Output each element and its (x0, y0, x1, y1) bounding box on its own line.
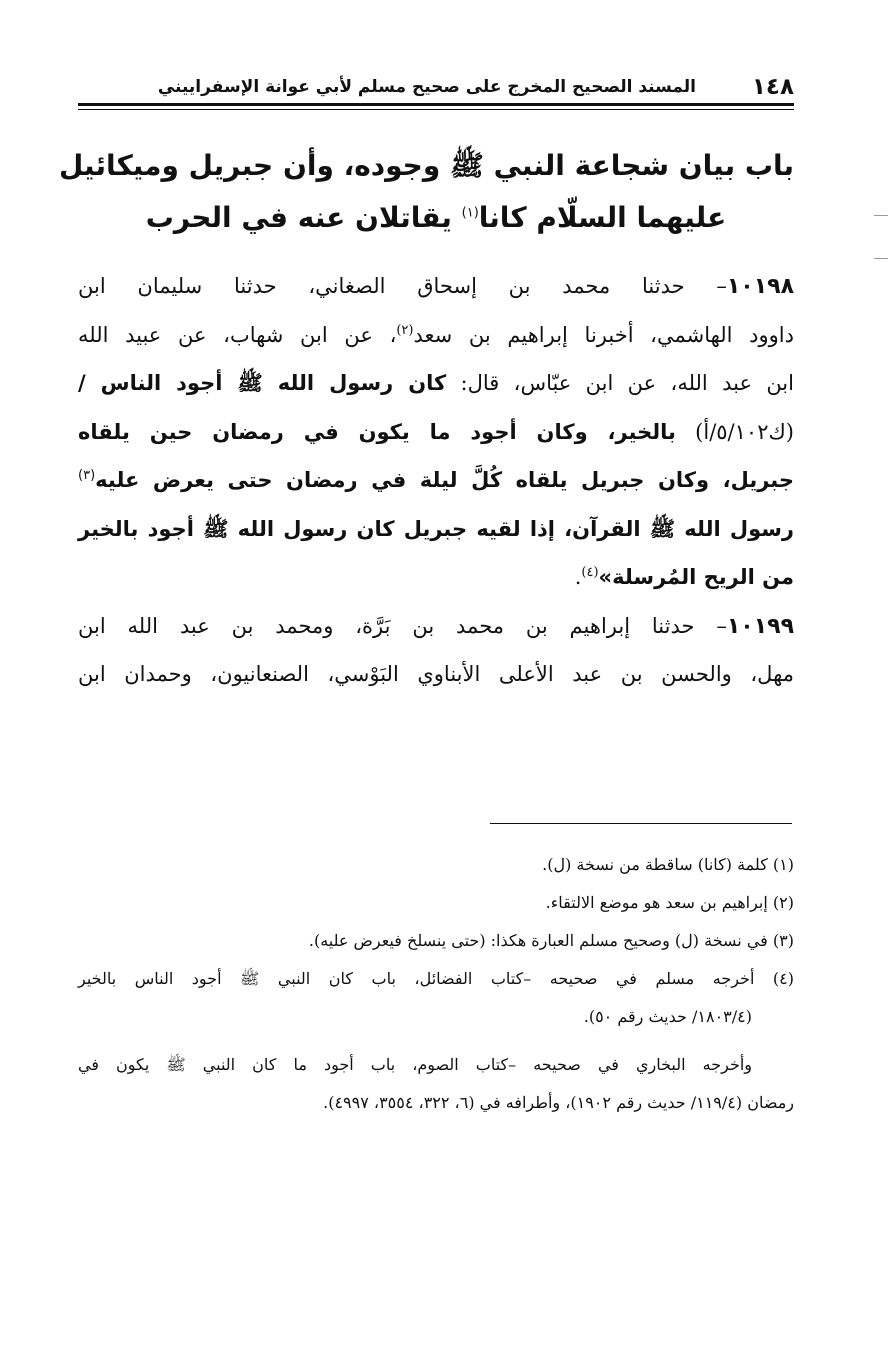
chapter-title (59, 140, 794, 244)
hadith-10199-line-1-text: – حدثنا إبراهيم بن محمد بن بَرَّة، ومحمد بن عبد الله ابن (78, 613, 727, 638)
footnote-3: (٣) في نسخة (ل) وصحيح مسلم العبارة هكذا: (حتى ينسلخ فيعرض عليه). (308, 931, 794, 950)
footnote-1: (١) كلمة (كانا) ساقطة من نسخة (ل). (542, 855, 794, 874)
page-header (78, 72, 794, 102)
hadith-10199-line-1 (78, 602, 794, 651)
hadith-10198-line-3 (78, 359, 794, 408)
running-title: المسند الصحيح المخرج على صحيح مسلم لأبي عوانة الإسفراييني (157, 77, 696, 97)
footnote-ref-2: (٢) (396, 322, 414, 338)
chapter-title-text-b: يقاتلان عنه في الحرب (145, 201, 462, 234)
footnote-ref-3: (٣) (78, 468, 96, 483)
hadith-10198-line-2-text-b: ، عن ابن شهاب، عن عبيد الله (78, 322, 397, 347)
chapter-title-line-1: باب بيان شجاعة النبي ﷺ وجوده، وأن جبريل وميكائيل (59, 149, 794, 182)
footnote-4-line-4: رمضان (١١٩/٤/ حديث رقم ١٩٠٢)، وأطرافه في (٦، ٣٢٢، ٣٥٥٤، ٤٩٩٧). (323, 1093, 794, 1112)
hadith-10198-line-4 (78, 408, 794, 457)
chapter-title-line-2 (78, 192, 794, 244)
hadith-10198-line-3-text-b: كان رسول الله ﷺ أجود الناس / (78, 371, 447, 395)
header-rule-thick (78, 103, 794, 106)
manuscript-ref: (ك٥/١٠٢/أ) (675, 419, 794, 444)
footnotes (78, 846, 794, 1122)
hadith-10198-line-5-text: جبريل، وكان جبريل يلقاه كُلَّ ليلة في رمضان حتى يعرض عليه (95, 468, 794, 492)
footnote-separator (490, 823, 792, 824)
chapter-title-text-a: عليهما السلّام كانا (478, 201, 727, 234)
scan-edge-mark (874, 215, 888, 216)
hadith-10198-line-7 (78, 553, 794, 602)
hadith-10198-line-1 (78, 262, 794, 311)
header-rule-thin (78, 109, 794, 110)
hadith-10198-line-2 (78, 311, 794, 360)
footnote-2: (٢) إبراهيم بن سعد هو موضع الالتقاء. (545, 893, 794, 912)
hadith-10198-line-5 (78, 456, 794, 505)
hadith-10198-line-1-text: – حدثنا محمد بن إسحاق الصغاني، حدثنا سليمان ابن (78, 274, 727, 298)
footnote-4-line-1: (٤) أخرجه مسلم في صحيحه –كتاب الفضائل، باب كان النبي ﷺ أجود الناس بالخير (78, 969, 794, 988)
body-text (78, 262, 794, 699)
hadith-10198-line-6: رسول الله ﷺ القرآن، إذا لقيه جبريل كان رسول الله ﷺ أجود بالخير (78, 516, 794, 541)
hadith-number-10198: ١٠١٩٨ (726, 274, 794, 299)
footnote-ref-4: (٤) (581, 565, 599, 580)
page-number: ١٤٨ (751, 74, 794, 100)
hadith-10199-line-2: مهل، والحسن بن عبد الأعلى الأبناوي البَوْسي، الصنعانيون، وحمدان ابن (78, 662, 794, 686)
hadith-10198-line-2-text-a: داوود الهاشمي، أخبرنا إبراهيم بن سعد (413, 322, 794, 347)
hadith-10198-line-7-end: . (574, 565, 582, 589)
hadith-10198-line-4-text-b: بالخير، وكان أجود ما يكون في رمضان حين يلقاه (78, 419, 676, 444)
hadith-number-10199: ١٠١٩٩ (726, 613, 794, 639)
footnote-gap (78, 1036, 794, 1046)
footnote-ref-1: (١) (461, 205, 479, 221)
footnote-4-line-2: (١٨٠٣/٤/ حديث رقم ٥٠). (583, 1007, 752, 1026)
scan-edge-mark (874, 258, 888, 259)
hadith-10198-line-7-text: من الريح المُرسلة» (598, 565, 794, 589)
hadith-10198-line-3-text-a: ابن عبد الله، عن ابن عبّاس، قال: (446, 371, 794, 395)
footnote-4-line-3: وأخرجه البخاري في صحيحه –كتاب الصوم، باب أجود ما كان النبي ﷺ يكون في (78, 1055, 752, 1074)
